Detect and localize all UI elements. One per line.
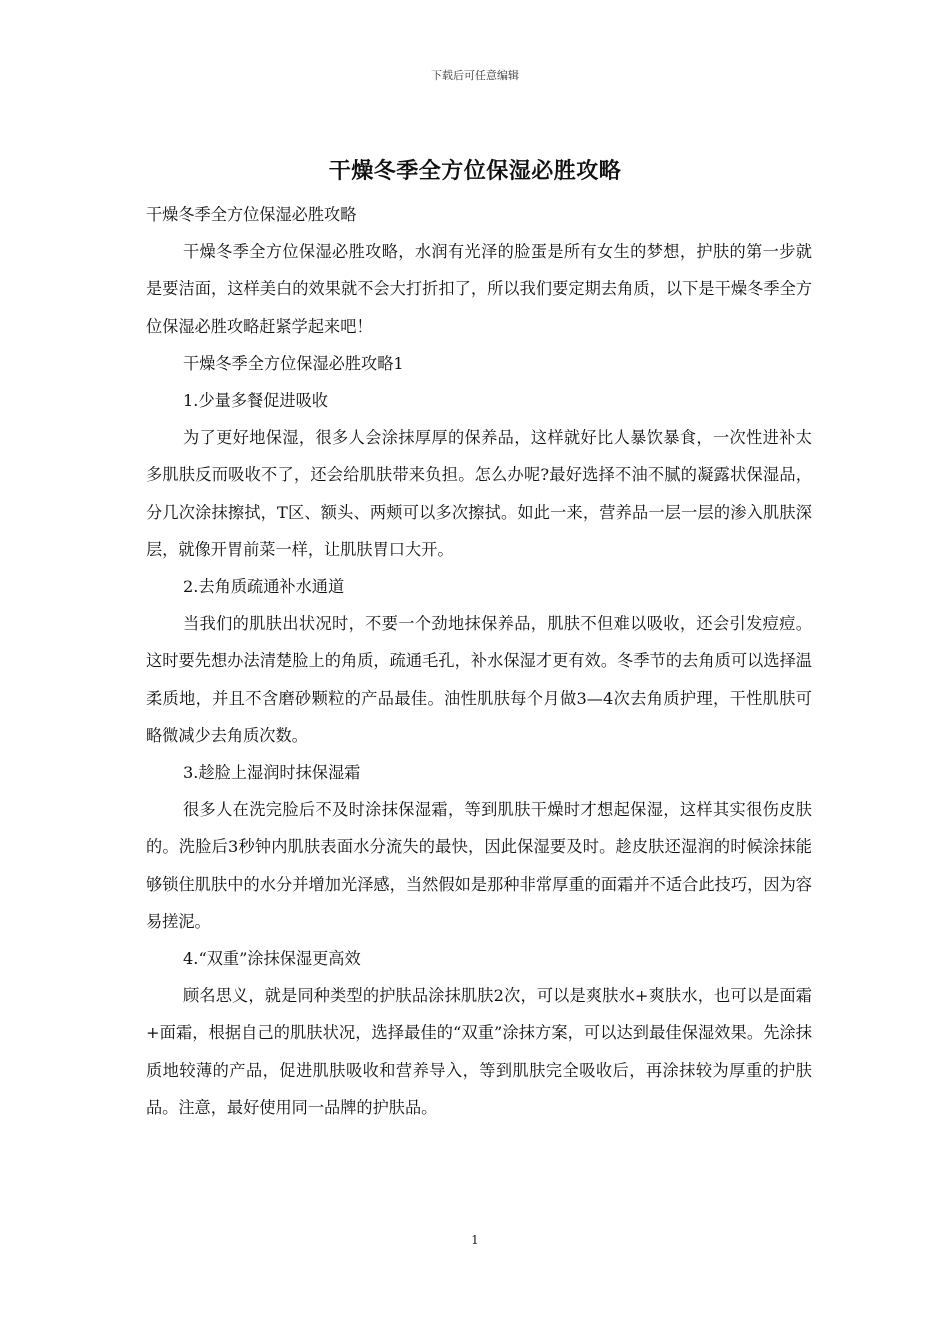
tip-body-3: 很多人在洗完脸后不及时涂抹保湿霜，等到肌肤干燥时才想起保湿，这样其实很伤皮肤的。洗脸后3秒钟内肌肤表面水分流失的最快，因此保湿要及时。趁皮肤还湿润的时候涂抹能够锁住肌肤中的水分并增加光泽感，当然假如是那种非常厚重的面霜并不适合此技巧，因为容易搓泥。 bbox=[146, 800, 812, 931]
page-header: 下载后可任意编辑 bbox=[431, 69, 519, 82]
tip-body-1: 为了更好地保湿，很多人会涂抹厚厚的保养品，这样就好比人暴饮暴食，一次性进补太多肌肤反而吸收不了，还会给肌肤带来负担。怎么办呢?最好选择不油不腻的凝露状保湿品，分几次涂抹擦拭，T区、额头、两颊可以多次擦拭。如此一来，营养品一层一层的渗入肌肤深层，就像开胃前菜一样，让肌肤胃口大开。 bbox=[146, 428, 812, 559]
tip-body-4: 顾名思义，就是同种类型的护肤品涂抹肌肤2次，可以是爽肤水+爽肤水，也可以是面霜+面霜，根据自己的肌肤状况，选择最佳的“双重”涂抹方案，可以达到最佳保湿效果。先涂抹质地较薄的产品，促进肌肤吸收和营养导入，等到肌肤完全吸收后，再涂抹较为厚重的护肤品。注意，最好使用同一品牌的护肤品。 bbox=[146, 986, 812, 1117]
tip-heading-2: 2.去角质疏通补水通道 bbox=[183, 577, 345, 597]
intro-paragraph: 干燥冬季全方位保湿必胜攻略，水润有光泽的脸蛋是所有女生的梦想，护肤的第一步就是要洁面，这样美白的效果就不会大打折扣了，所以我们要定期去角质，以下是干燥冬季全方位保湿必胜攻略赶紧学起来吧！ bbox=[146, 242, 812, 336]
document-title: 干燥冬季全方位保湿必胜攻略 bbox=[328, 158, 622, 184]
section-heading: 干燥冬季全方位保湿必胜攻略1 bbox=[183, 353, 404, 373]
tip-heading-4: 4.“双重”涂抹保湿更高效 bbox=[183, 949, 361, 969]
subtitle-paragraph: 干燥冬季全方位保湿必胜攻略 bbox=[146, 205, 357, 224]
tip-body-2: 当我们的肌肤出状况时，不要一个劲地抹保养品，肌肤不但难以吸收，还会引发痘痘。这时要先想办法清楚脸上的角质，疏通毛孔，补水保湿才更有效。冬季节的去角质可以选择温柔质地，并且不含磨砂颗粒的产品最佳。油性肌肤每个月做3—4次去角质护理，干性肌肤可略微减少去角质次数。 bbox=[146, 614, 812, 745]
document-body bbox=[146, 196, 812, 1126]
page-number: 1 bbox=[471, 1233, 479, 1247]
tip-heading-3: 3.趁脸上湿润时抹保湿霜 bbox=[183, 763, 361, 783]
tip-heading-1: 1.少量多餐促进吸收 bbox=[183, 391, 328, 411]
